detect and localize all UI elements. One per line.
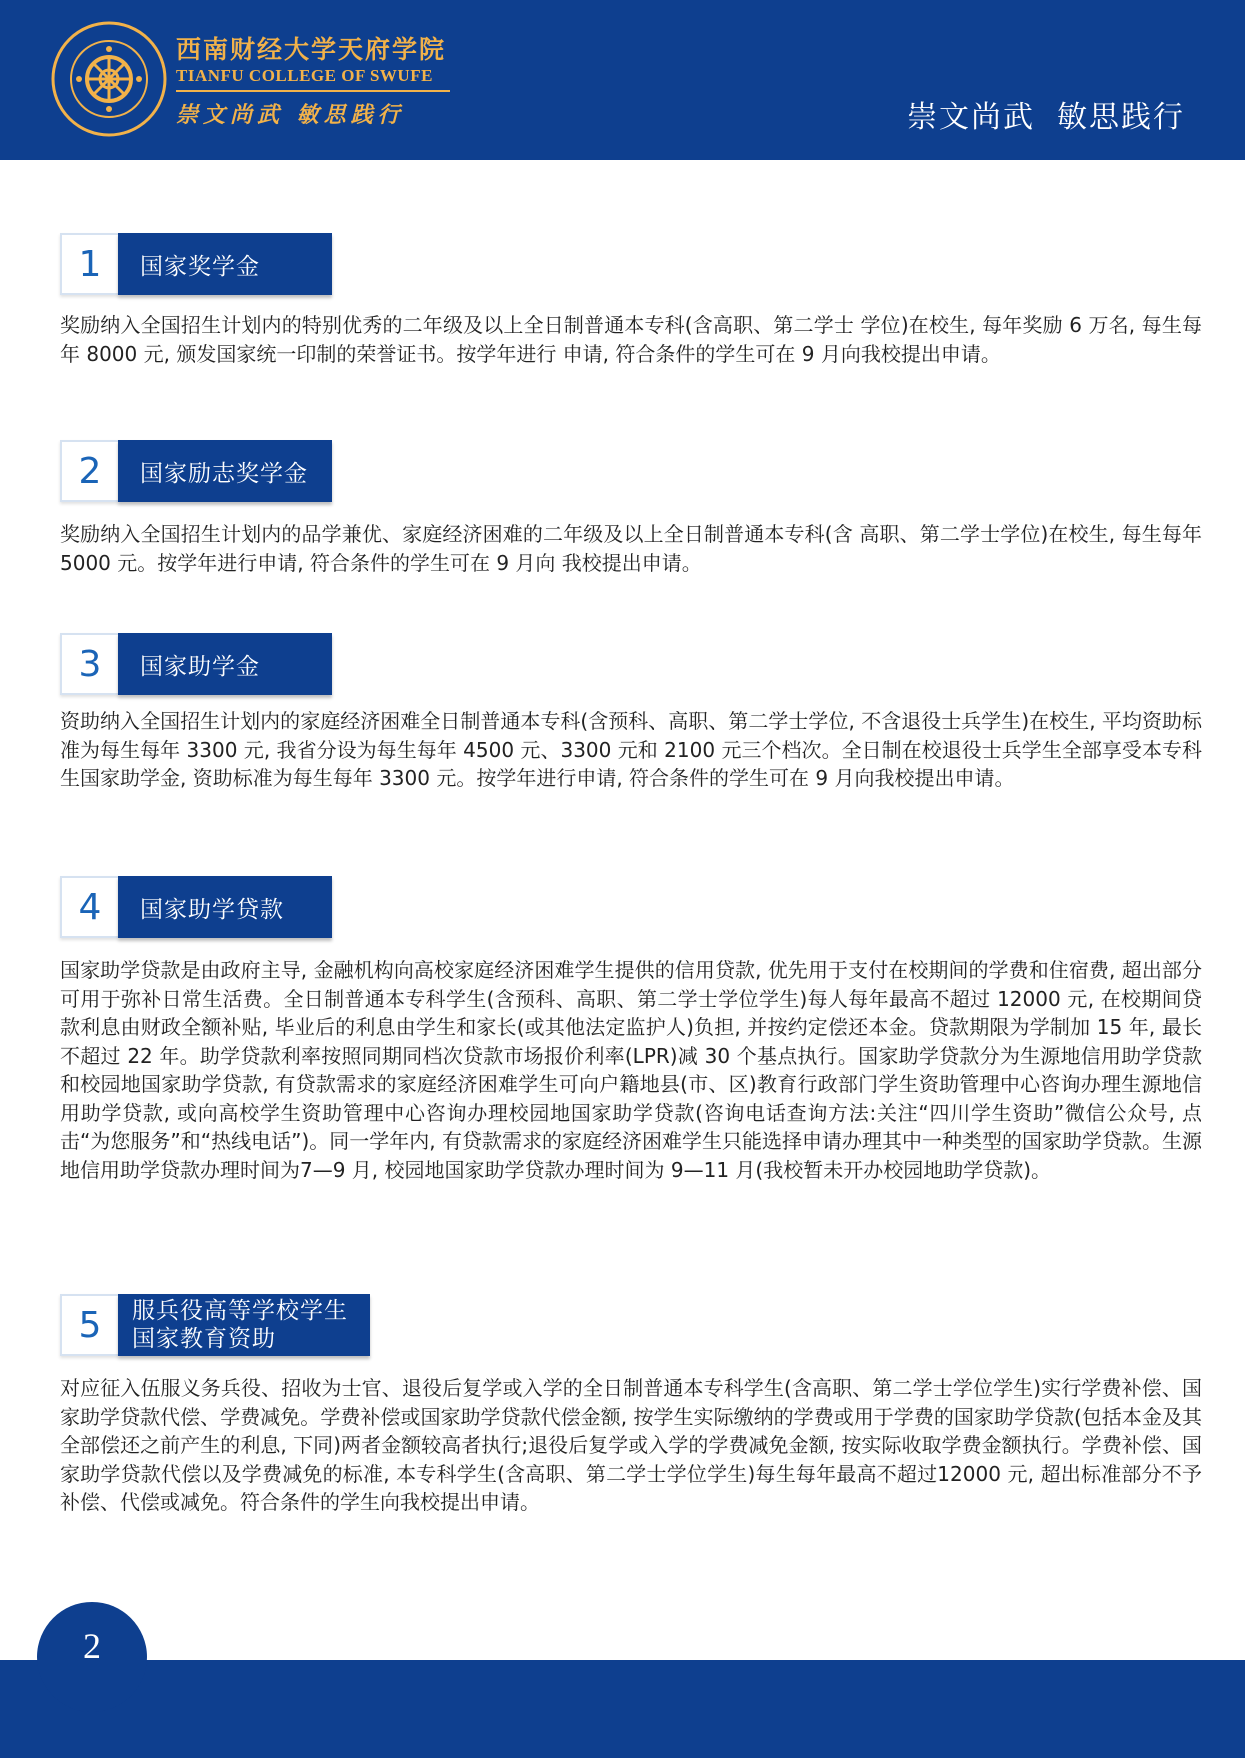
section-heading bbox=[60, 440, 1202, 506]
section-number: 5 bbox=[60, 1294, 118, 1356]
section-title: 国家助学贷款 bbox=[118, 876, 332, 938]
logo-divider bbox=[176, 90, 450, 92]
header-motto bbox=[907, 92, 1185, 136]
page-header bbox=[0, 0, 1245, 160]
section-national-student-loan bbox=[60, 876, 1202, 1184]
logo-chinese-name: 西南财经大学天府学院 bbox=[176, 35, 447, 64]
section-national-encouragement-scholarship bbox=[60, 440, 1202, 577]
motto-part-1: 崇文尚武 bbox=[907, 100, 1035, 135]
section-heading bbox=[60, 1294, 1202, 1360]
section-number: 2 bbox=[60, 440, 118, 502]
section-national-grant bbox=[60, 633, 1202, 793]
section-body: 奖励纳入全国招生计划内的特别优秀的二年级及以上全日制普通本专科(含高职、第二学士 学位)在校生, 每年奖励 6 万名, 每生每年 8000 元, 颁发国家统一印制的荣誉证书。按学年进行 申请, 符合条件的学生可在 9 月向我校提出申请。 bbox=[60, 313, 1202, 366]
section-heading bbox=[60, 876, 1202, 942]
section-title bbox=[118, 1294, 370, 1356]
section-title-line-2: 国家教育资助 bbox=[132, 1326, 276, 1352]
section-heading bbox=[60, 233, 1202, 299]
section-title: 国家励志奖学金 bbox=[118, 440, 332, 502]
section-body: 奖励纳入全国招生计划内的品学兼优、家庭经济困难的二年级及以上全日制普通本专科(含 高职、第二学士学位)在校生, 每生每年 5000 元。按学年进行申请, 符合条件的学生可在 9 月向 我校提出申请。 bbox=[60, 522, 1202, 575]
logo-motto: 崇文尚武 敏思践行 bbox=[176, 102, 405, 128]
section-title-line-1: 服兵役高等学校学生 bbox=[132, 1298, 348, 1324]
section-heading bbox=[60, 633, 1202, 699]
page-footer bbox=[0, 1660, 1245, 1758]
section-national-scholarship bbox=[60, 233, 1202, 368]
section-number: 4 bbox=[60, 876, 118, 938]
college-seal-icon bbox=[50, 20, 168, 138]
logo-english-name: TIANFU COLLEGE OF SWUFE bbox=[176, 66, 433, 85]
section-title: 国家助学金 bbox=[118, 633, 332, 695]
section-number: 3 bbox=[60, 633, 118, 695]
section-body: 资助纳入全国招生计划内的家庭经济困难全日制普通本专科(含预科、高职、第二学士学位, 不含退役士兵学生)在校生, 平均资助标准为每生每年 3300 元, 我省分设为每生每年 4500 元、3300 元和 2100 元三个档次。全日制在校退役士兵学生全部享受本专科生国家助学金, 资助标准为每生每年 3300 元。按学年进行申请, 符合条件的学生可在 9 月向我校提出申请。 bbox=[60, 709, 1202, 790]
college-logo bbox=[50, 20, 460, 135]
section-body: 对应征入伍服义务兵役、招收为士官、退役后复学或入学的全日制普通本专科学生(含高职、第二学士学位学生)实行学费补偿、国家助学贷款代偿、学费减免。学费补偿或国家助学贷款代偿金额, 按学生实际缴纳的学费或用于学费的国家助学贷款(包括本金及其全部偿还之前产生的利息, 下同)两者金额较高者执行;退役后复学或入学的学费减免金额, 按实际收取学费金额执行。学费补偿、国家助学贷款代偿以及学费减免的标准, 本专科学生(含高职、第二学士学位学生)每生每年最高不超过12000 元, 超出标准部分不予补偿、代偿或减免。符合条件的学生向我校提出申请。 bbox=[60, 1376, 1202, 1514]
page-number: 2 bbox=[83, 1626, 101, 1666]
section-body: 国家助学贷款是由政府主导, 金融机构向高校家庭经济困难学生提供的信用贷款, 优先用于支付在校期间的学费和住宿费, 超出部分可用于弥补日常生活费。全日制普通本专科学生(含预科、高职、第二学士学位学生)每人每年最高不超过 12000 元, 在校期间贷款利息由财政全额补贴, 毕业后的利息由学生和家长(或其他法定监护人)负担, 并按约定偿还本金。贷款期限为学制加 15 年, 最长不超过 22 年。助学贷款利率按照同期同档次贷款市场报价利率(LPR)减 30 个基点执行。国家助学贷款分为生源地信用助学贷款和校园地国家助学贷款, 有贷款需求的家庭经济困难学生可向户籍地县(市、区)教育行政部门学生资助管理中心咨询办理生源地信用助学贷款, 或向高校学生资助管理中心咨询办理校园地国家助学贷款(咨询电话查询方法:关注“四川学生资助”微信公众号, 点击“为您服务”和“热线电话”)。同一学年内, 有贷款需求的家庭经济困难学生只能选择申请办理其中一种类型的国家助学贷款。生源地信用助学贷款办理时间为7—9 月, 校园地国家助学贷款办理时间为 9—11 月(我校暂未开办校园地助学贷款)。 bbox=[60, 958, 1202, 1182]
section-number: 1 bbox=[60, 233, 118, 295]
section-military-service-education-aid bbox=[60, 1294, 1202, 1517]
section-title: 国家奖学金 bbox=[118, 233, 332, 295]
motto-part-2: 敏思践行 bbox=[1057, 100, 1185, 135]
